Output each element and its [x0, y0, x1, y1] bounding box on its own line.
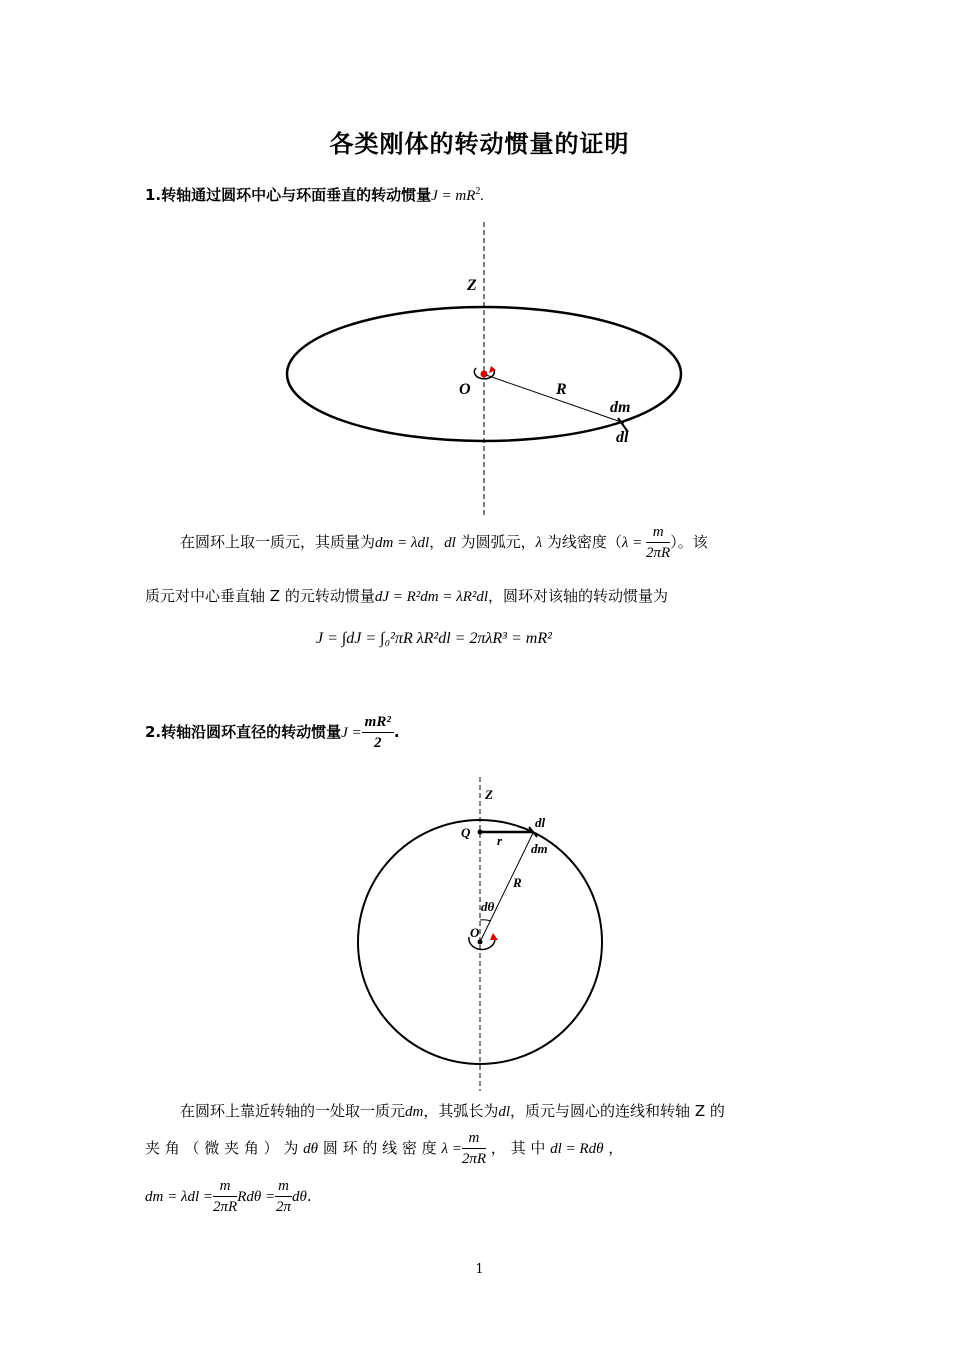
- section1-formula: $J = mR^2$.: [431, 186, 485, 204]
- label-dl: dl: [616, 429, 629, 446]
- label-dm: dm: [610, 399, 631, 416]
- section2-paragraph3: dm = λdl = $\frac{m}{2\pi R}$ Rdθ = $\frac{m}{2\pi}$ dθ.: [145, 1178, 312, 1215]
- text: 质元对中心垂直轴 Z 的元转动惯量: [145, 587, 375, 605]
- fraction-lambda: $\frac{m}{2\pi R}$: [646, 524, 671, 561]
- math-dl: dl: [444, 535, 456, 551]
- label-dl: dl: [535, 815, 546, 830]
- math-rdtheta: Rdθ =: [237, 1189, 276, 1205]
- text: 在圆环上取一质元，其质量为: [180, 533, 376, 551]
- text: ）。该: [670, 533, 708, 551]
- document-title: 各类刚体的转动惯量的证明: [329, 130, 630, 158]
- math-lambda: λ: [535, 535, 543, 551]
- text: ，圆环对该轴的转动惯量为: [488, 587, 669, 605]
- section2-paragraph1: [180, 1100, 725, 1121]
- radius-line: [486, 375, 624, 423]
- label-dm: dm: [531, 841, 548, 856]
- math-dtheta: dθ: [303, 1141, 319, 1157]
- text: 为线密度（: [542, 533, 622, 551]
- fraction-mr2: $\frac{\text{mR²}}{2}$: [362, 712, 394, 753]
- text: ，其弧长为: [423, 1102, 499, 1120]
- section2-heading-text: 2.转轴沿圆环直径的转动惯量: [145, 723, 342, 741]
- math-lambda-eq: λ =: [441, 1141, 462, 1157]
- label-r: R: [556, 381, 567, 398]
- label-q: Q: [461, 825, 471, 840]
- math-dl-rdtheta: dl = Rdθ: [550, 1141, 604, 1157]
- label-o: O: [459, 381, 471, 398]
- fraction-lambda: $\frac{m}{2\pi R}$: [461, 1130, 487, 1167]
- radius-line: [480, 833, 533, 942]
- section1-paragraph1: [180, 522, 708, 563]
- dtheta-arc: [480, 920, 491, 921]
- text: 在圆环上靠近转轴的一处取一质元: [180, 1102, 406, 1120]
- text: ，质元与圆心的连线和转轴 Z 的: [510, 1102, 725, 1120]
- section1-heading: [145, 184, 484, 205]
- center-point: [478, 940, 483, 945]
- math-j: J =: [341, 725, 362, 741]
- math-lambda-eq: λ =: [621, 535, 647, 551]
- fraction-m-2pi: $\frac{m}{2\pi}$: [276, 1178, 292, 1215]
- section2-heading: 2.转轴沿圆环直径的转动惯量J = $\frac{\text{mR²}}{2}$ .: [145, 714, 400, 751]
- rotation-arrowhead: [490, 933, 498, 940]
- figure-ring-perpendicular-axis: [262, 220, 700, 518]
- label-z: Z: [467, 277, 477, 294]
- math-dl: dl: [498, 1104, 511, 1120]
- label-dtheta: dθ: [481, 899, 495, 914]
- section1-paragraph2: [145, 585, 668, 606]
- center-point: [481, 371, 488, 378]
- page-number: 1: [475, 1262, 484, 1277]
- section2-paragraph2: [145, 1128, 623, 1169]
- text: 为圆弧元，: [455, 533, 536, 551]
- text: 圆 环 的 线 密 度: [322, 1139, 437, 1157]
- math-dtheta: dθ: [291, 1189, 307, 1205]
- figure-ring-diameter-axis: [345, 775, 617, 1093]
- fraction-m-2piR: $\frac{m}{2\pi R}$: [213, 1178, 238, 1215]
- section1-heading-text: 1.转轴通过圆环中心与环面垂直的转动惯量: [145, 186, 432, 204]
- math-dj: dJ = R²dm = λR²dl: [374, 589, 489, 605]
- label-r: R: [513, 875, 522, 890]
- text: ，: [608, 1139, 624, 1157]
- point-q: [478, 830, 483, 835]
- text: 夹 角 （ 微 夹 角 ） 为: [145, 1139, 299, 1157]
- text: ， 其 中: [490, 1139, 546, 1157]
- integral-equation: J = ∫dJ = ∫₀²πR λR²dl = 2πλR³ = mR²: [316, 630, 552, 647]
- label-r-small: r: [497, 833, 503, 848]
- text: ，: [429, 533, 445, 551]
- label-z: Z: [485, 787, 493, 802]
- math-dm: dm = λdl: [375, 535, 430, 551]
- math-dm-eq: dm = λdl =: [145, 1189, 213, 1205]
- math-dm: dm: [405, 1104, 424, 1120]
- label-o: O: [470, 925, 480, 940]
